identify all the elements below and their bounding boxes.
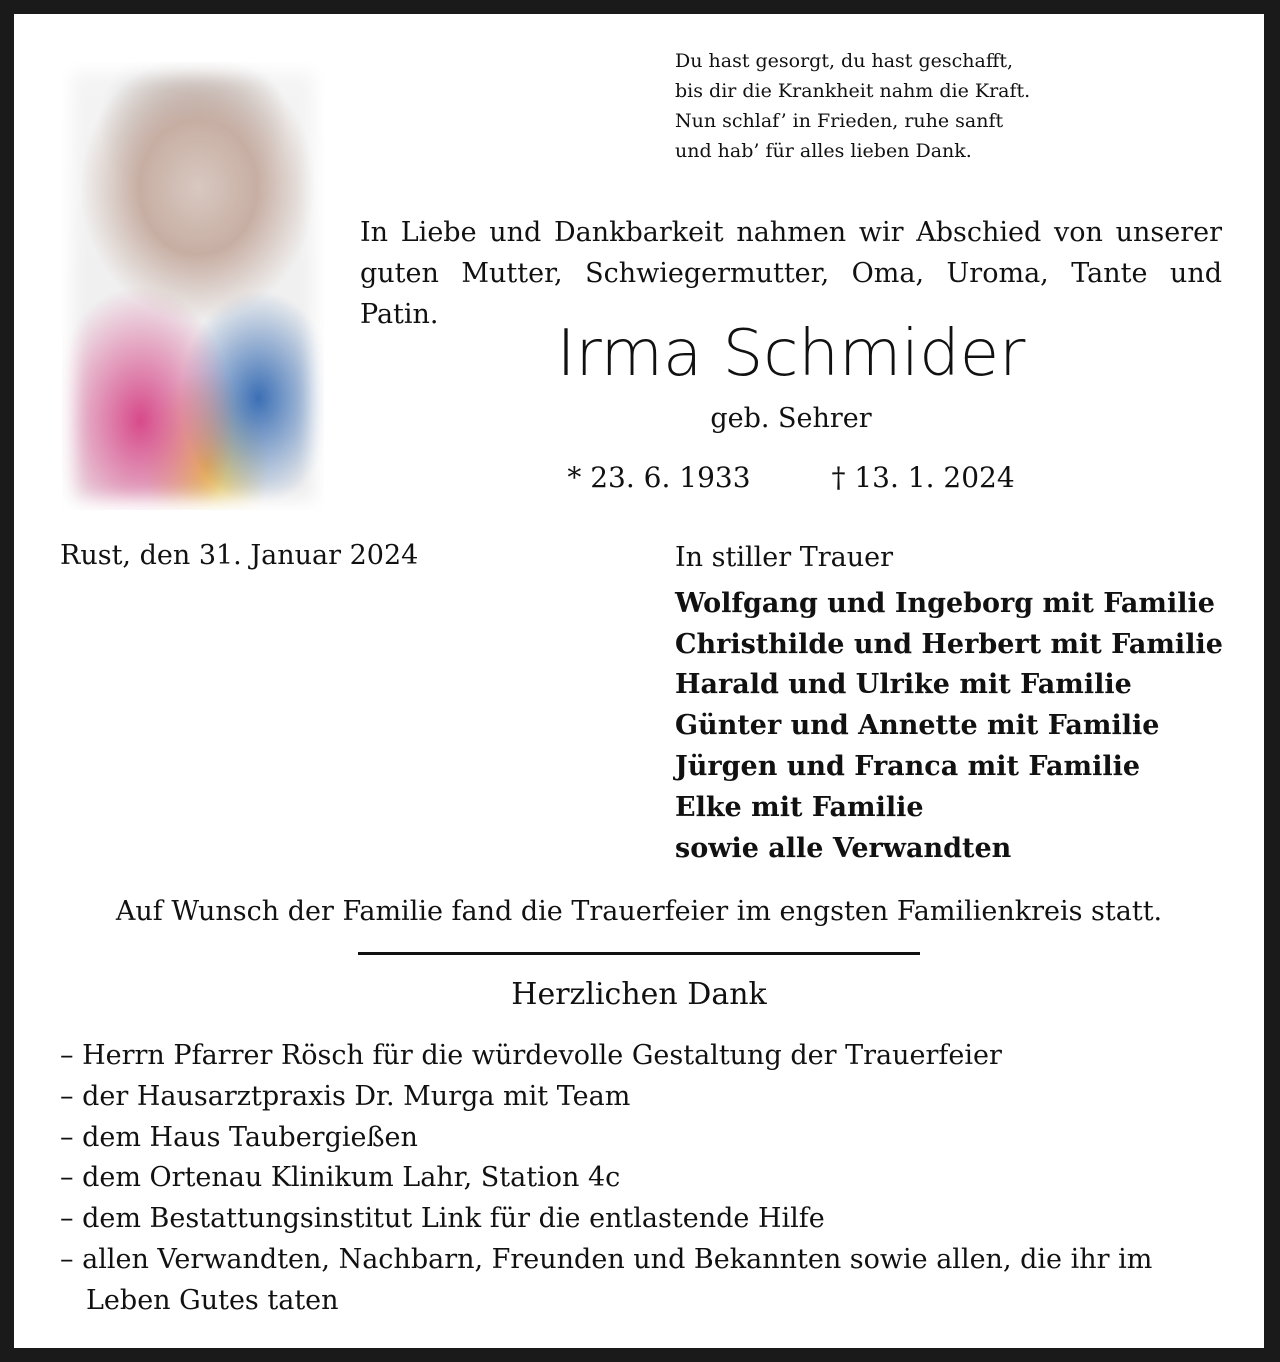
poem-line: und hab’ für alles lieben Dank. [675, 140, 972, 162]
intro-line: guten Mutter, Schwiegermutter, Oma, Uroma, Tante und Patin. [360, 258, 1222, 330]
divider [358, 952, 920, 955]
poem [675, 46, 1030, 166]
mourner-family: Jürgen und Franca mit Familie [675, 750, 1141, 782]
life-dates [360, 460, 1222, 496]
mourner-family: sowie alle Verwandten [675, 832, 1012, 864]
mourner-family: Harald und Ulrike mit Familie [675, 669, 1132, 701]
birth-date: * 23. 6. 1933 [567, 461, 751, 494]
mourner-family: Christhilde und Herbert mit Familie [675, 628, 1223, 660]
portrait-photo [62, 62, 324, 510]
thanks-item: – dem Ortenau Klinikum Lahr, Station 4c [60, 1158, 1230, 1199]
deceased-name: Irma Schmider [556, 317, 1026, 391]
poem-line: Nun schlaf’ in Frieden, ruhe sanft [675, 110, 1004, 132]
thanks-item: – dem Bestattungsinstitut Link für die entlastende Hilfe [60, 1199, 1230, 1240]
maiden-name: geb. Sehrer [710, 403, 872, 434]
mourners-block [675, 538, 1223, 869]
thanks-list [60, 1036, 1230, 1322]
thanks-item: – dem Haus Taubergießen [60, 1118, 1230, 1159]
thanks-item: – Herrn Pfarrer Rösch für die würdevolle Gestaltung der Trauerfeier [60, 1036, 1230, 1077]
thanks-title: Herzlichen Dank [511, 977, 767, 1012]
ceremony-note: Auf Wunsch der Familie fand die Trauerfeier im engsten Familienkreis statt. [115, 896, 1163, 927]
thanks-item: – der Hausarztpraxis Dr. Murga mit Team [60, 1077, 1230, 1118]
poem-line: bis dir die Krankheit nahm die Kraft. [675, 80, 1031, 102]
mourners-lead: In stiller Trauer [675, 542, 894, 573]
mourner-family: Elke mit Familie [675, 791, 924, 823]
intro-line: In Liebe und Dankbarkeit nahmen wir Abschied von unserer [360, 217, 1222, 248]
mourner-family: Günter und Annette mit Familie [675, 710, 1160, 742]
thanks-item: – allen Verwandten, Nachbarn, Freunden und Bekannten sowie allen, die ihr im Leben Gutes taten [60, 1240, 1230, 1322]
death-date: † 13. 1. 2024 [831, 461, 1015, 494]
obituary-notice [14, 14, 1264, 1348]
mourner-family: Wolfgang und Ingeborg mit Familie [675, 587, 1215, 619]
poem-line: Du hast gesorgt, du hast geschafft, [675, 50, 1014, 72]
place-date: Rust, den 31. Januar 2024 [60, 540, 419, 571]
